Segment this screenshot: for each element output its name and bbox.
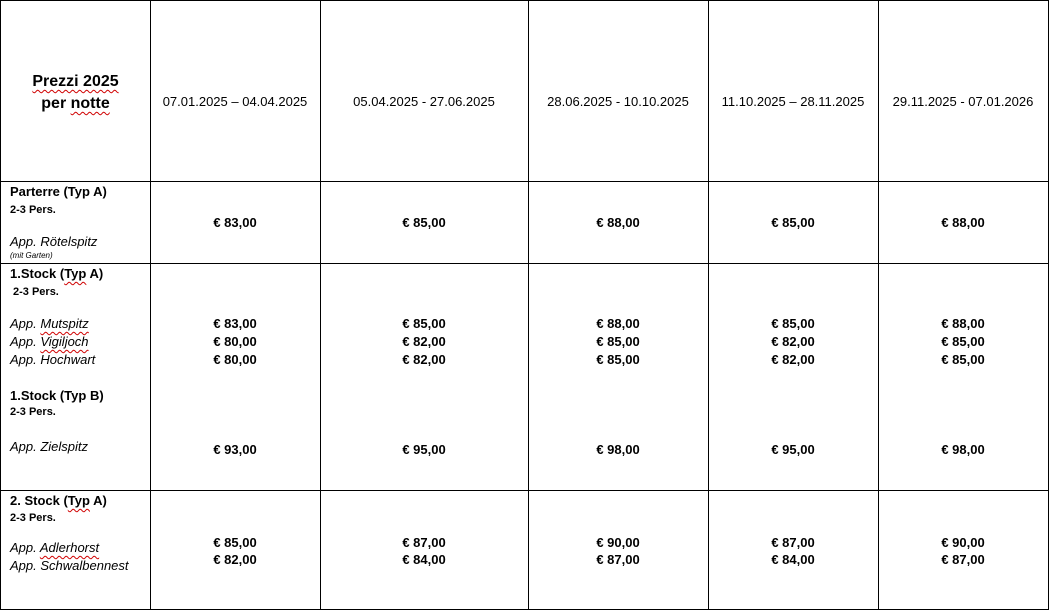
price-cell: € 88,00 [941,215,985,230]
price-cell: € 85,00 [402,316,446,331]
price-cell: € 83,00 [213,215,257,230]
column-divider [150,0,151,610]
section-label-stock1a [10,266,103,282]
price-cell: € 80,00 [213,352,257,367]
price-cell: € 85,00 [771,215,815,230]
title-word-prezzi: Prezzi 2025 [32,73,119,90]
price-cell: € 82,00 [771,334,815,349]
period-header-4: 11.10.2025 – 28.11.2025 [721,94,865,109]
apartment-roetelspitz: App. Rötelspitz [10,234,98,249]
period-header-5: 29.11.2025 - 07.01.2026 [892,94,1034,109]
apartment-name: Schwalbennest [40,558,129,573]
section-label-parterre: Parterre (Typ A) [10,184,107,199]
apartment-mutspitz [10,316,89,332]
price-cell: € 90,00 [941,535,985,550]
price-cell: € 85,00 [596,334,640,349]
price-cell: € 88,00 [596,316,640,331]
price-cell: € 83,00 [213,316,257,331]
price-cell: € 90,00 [596,535,640,550]
price-cell: € 82,00 [402,334,446,349]
table-border-top [0,0,1049,1]
price-cell: € 85,00 [771,316,815,331]
apartment-name: Adlerhorst [39,540,100,555]
price-cell: € 98,00 [941,442,985,457]
price-cell: € 87,00 [771,535,815,550]
label-part: 2. Stock ( [10,493,68,508]
persons-stock1a: 2-3 Pers. [13,286,59,298]
title-word-per: per [41,95,71,112]
row-divider [0,181,1049,182]
price-cell: € 88,00 [596,215,640,230]
column-divider [708,0,709,610]
price-cell: € 85,00 [941,352,985,367]
column-divider [320,0,321,610]
apartment-zielspitz: App. Zielspitz [10,439,89,454]
price-cell: € 87,00 [941,552,985,567]
apartment-adlerhorst [10,540,99,556]
apartment-note: (mit Garten) [10,251,53,260]
column-divider [528,0,529,610]
price-cell: € 82,00 [771,352,815,367]
label-part: 1.Stock ( [10,266,65,281]
apartment-schwalbennest [10,558,129,574]
price-cell: € 95,00 [771,442,815,457]
price-cell: € 87,00 [402,535,446,550]
persons-parterre: 2-3 Pers. [10,204,56,216]
price-cell: € 98,00 [596,442,640,457]
apartment-prefix: App. [10,334,41,349]
apartment-hochwart [10,352,95,368]
section-label-stock1b: 1.Stock (Typ B) [10,388,104,403]
label-part: Typ [67,493,90,508]
period-header-3: 28.06.2025 - 10.10.2025 [547,94,689,109]
period-header-1: 07.01.2025 – 04.04.2025 [162,94,308,109]
price-cell: € 95,00 [402,442,446,457]
period-header-2: 05.04.2025 - 27.06.2025 [353,94,495,109]
price-cell: € 93,00 [213,442,257,457]
apartment-prefix: App. [10,558,41,573]
price-cell: € 85,00 [941,334,985,349]
price-cell: € 84,00 [402,552,446,567]
persons-stock1b: 2-3 Pers. [10,406,56,418]
price-cell: € 80,00 [213,334,257,349]
apartment-prefix: App. [10,352,41,367]
price-cell: € 82,00 [402,352,446,367]
table-title [1,71,150,115]
row-divider [0,490,1049,491]
price-cell: € 82,00 [213,552,257,567]
apartment-name: Hochwart [40,352,96,367]
row-divider [0,263,1049,264]
price-cell: € 87,00 [596,552,640,567]
label-part: A) [86,266,104,281]
apartment-name: Vigiljoch [40,334,89,349]
label-part: A) [89,493,107,508]
apartment-name: Mutspitz [40,316,89,331]
price-cell: € 85,00 [596,352,640,367]
price-cell: € 88,00 [941,316,985,331]
label-part: Typ [64,266,87,281]
persons-stock2a: 2-3 Pers. [10,512,56,524]
price-cell: € 84,00 [771,552,815,567]
apartment-vigiljoch [10,334,89,350]
price-cell: € 85,00 [402,215,446,230]
apartment-prefix: App. [10,540,40,555]
apartment-prefix: App. [10,316,41,331]
price-cell: € 85,00 [213,535,257,550]
section-label-stock2a [10,493,107,509]
title-word-notte: notte [70,95,110,112]
column-divider [878,0,879,610]
